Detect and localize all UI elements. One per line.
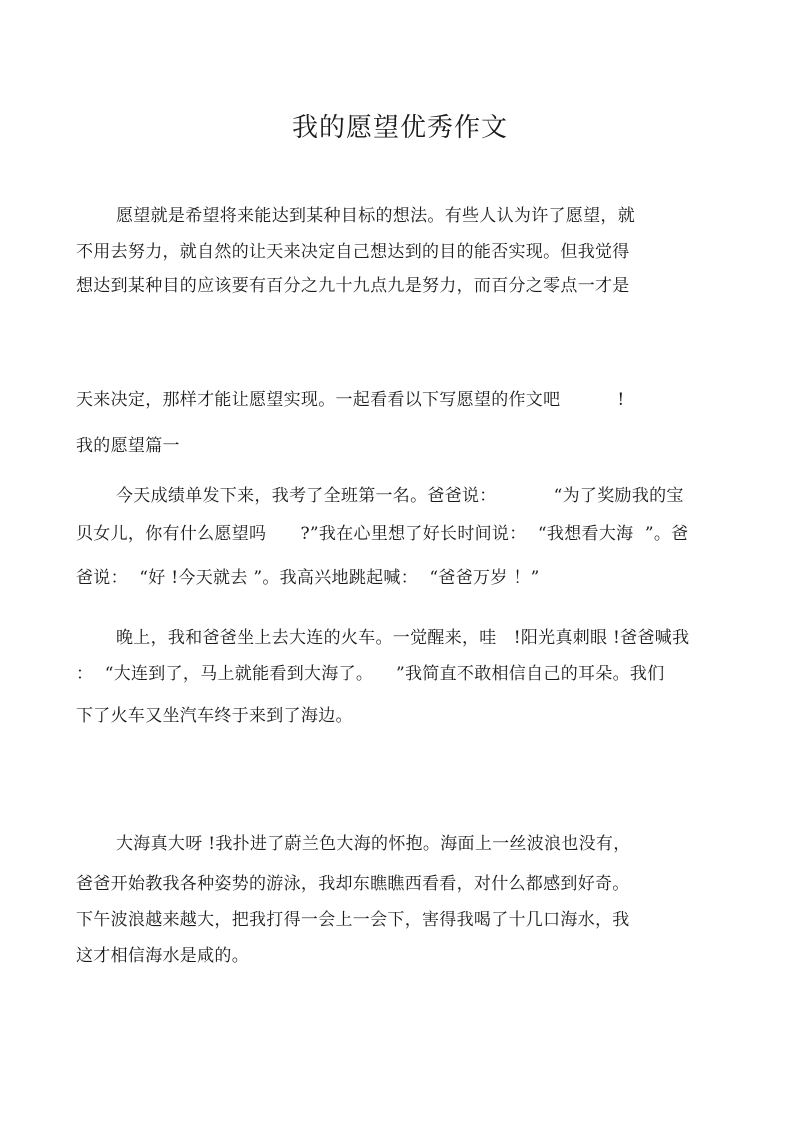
paragraph-line: 晚上，我和爸爸坐上去大连的火车。一觉醒来，哇 !阳光真刺眼 !爸爸喊我 xyxy=(116,628,690,648)
paragraph-line: 愿望就是希望将来能达到某种目标的想法。有些人认为许了愿望，就 xyxy=(116,206,635,226)
paragraph-line: 这才相信海水是咸的。 xyxy=(76,946,249,966)
paragraph-line: 下午波浪越来越大，把我打得一会上一会下，害得我喝了十几口海水，我 xyxy=(76,910,630,930)
paragraph-line: 下了火车又坐汽车终于来到了海边。 xyxy=(76,706,353,726)
section-heading: 我的愿望篇一 xyxy=(76,436,180,456)
paragraph-line: ： “大连到了，马上就能看到大海了。 ”我简直不敢相信自己的耳朵。我们 xyxy=(76,664,665,684)
paragraph-line: 天来决定，那样才能让愿望实现。一起看看以下写愿望的作文吧 ! xyxy=(76,390,625,410)
paragraph-line: 大海真大呀 !我扑进了蔚兰色大海的怀抱。海面上一丝波浪也没有， xyxy=(116,834,631,854)
paragraph-line: 爸爸开始教我各种姿势的游泳，我却东瞧瞧西看看，对什么都感到好奇。 xyxy=(76,874,630,894)
paragraph-line: 爸说： “好 !今天就去 ”。我高兴地跳起喊： “爸爸万岁 ！” xyxy=(76,568,540,588)
paragraph-line: 不用去努力，就自然的让天来决定自己想达到的目的能否实现。但我觉得 xyxy=(76,242,630,262)
paragraph-line: 想达到某种目的应该要有百分之九十九点九是努力，而百分之零点一才是 xyxy=(76,276,630,296)
document-title: 我的愿望优秀作文 xyxy=(291,113,508,143)
paragraph-line: 贝女儿，你有什么愿望吗 ?”我在心里想了好长时间说： “我想看大海 ”。爸 xyxy=(76,524,689,544)
paragraph-line: 今天成绩单发下来，我考了全班第一名。爸爸说： “为了奖励我的宝 xyxy=(116,486,684,506)
